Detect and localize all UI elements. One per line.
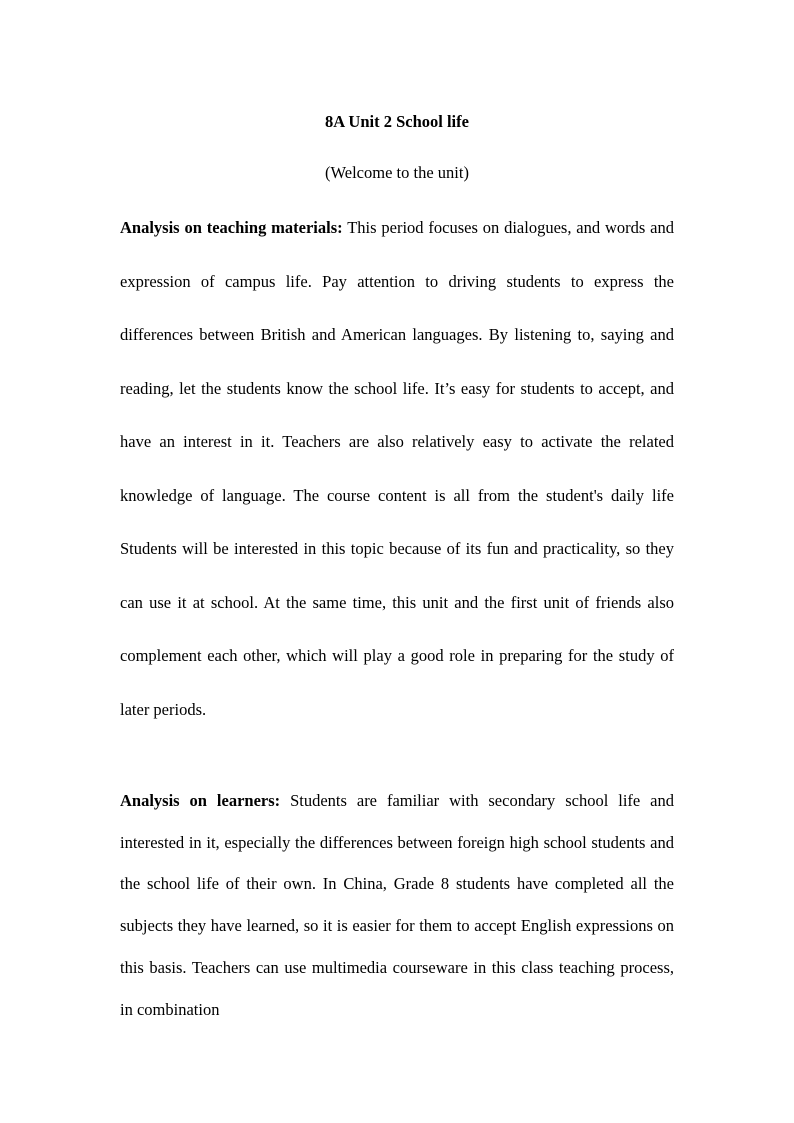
document-title: 8A Unit 2 School life bbox=[325, 112, 469, 131]
section-heading-teaching-materials: Analysis on teaching materials: bbox=[120, 218, 343, 237]
section-body-learners: Students are familiar with secondary school life and interested in it, especially the differences between foreign high school students and the school life of their own. In China, Grade 8 students have completed all the subjects they have learned, so it is easier for them to accept English expressions on this basis. Teachers can use multimedia courseware in this class teaching process, in combination bbox=[120, 791, 674, 1019]
paragraph-learners bbox=[120, 780, 674, 1030]
document-subtitle: (Welcome to the unit) bbox=[325, 163, 469, 182]
section-body-teaching-materials: This period focuses on dialogues, and words and expression of campus life. Pay attention to driving students to express the differences between British and American languages. By listening to, saying and reading, let the students know the school life. It’s easy for students to accept, and have an interest in it. Teachers are also relatively easy to activate the related knowledge of language. The course content is all from the student's daily life Students will be interested in this topic because of its fun and practicality, so they can use it at school. At the same time, this unit and the first unit of friends also complement each other, which will play a good role in preparing for the study of later periods. bbox=[120, 218, 674, 719]
paragraph-teaching-materials bbox=[120, 201, 674, 736]
section-heading-learners: Analysis on learners: bbox=[120, 791, 281, 810]
